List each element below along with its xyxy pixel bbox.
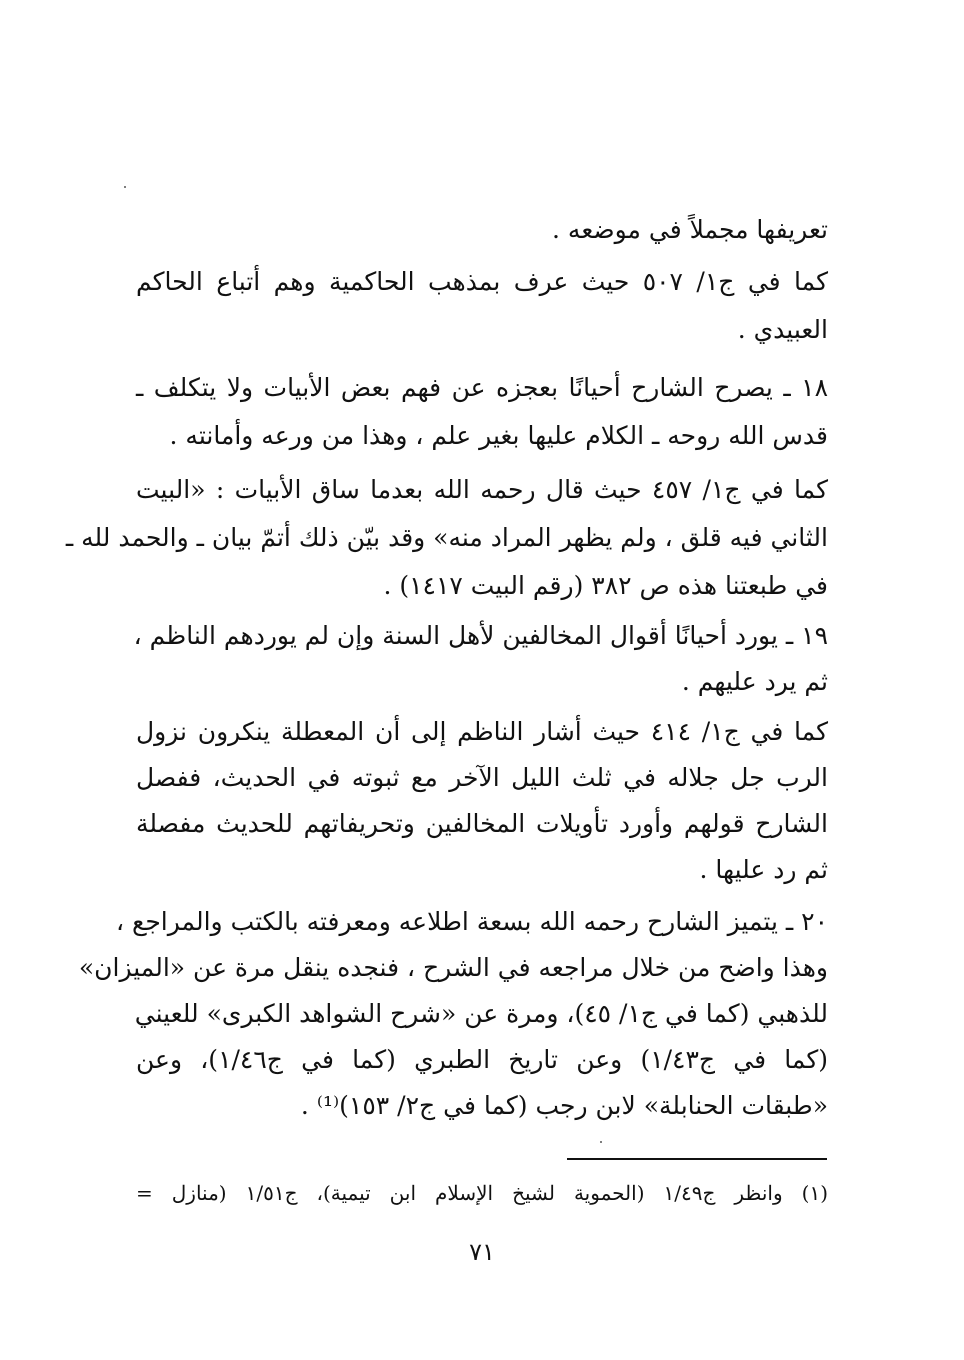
text-line: تعريفها مجملاً في موضعه . [552,215,828,244]
text-line: ١٨ ـ يصرح الشارح أحيانًا بعجزه عن فهم بعض الأبيات ولا يتكلف ـ [136,373,828,402]
text-line: قدس الله روحه ـ الكلام عليها بغير علم ، وهذا من ورعه وأمانته . [169,421,828,450]
page-number: ٧١ [469,1238,495,1266]
text-line: «طبقات الحنابلة» لابن رجب (كما في ج٢/ ١٥٣)⁽¹⁾ . [300,1091,828,1120]
text-line: (كما في ج١/٤٣) وعن تاريخ الطبري (كما في ج١/٤٦)، وعن [136,1045,828,1074]
text-line: وهذا واضح من خلال مراجعه في الشرح ، فنجده ينقل مرة عن «الميزان» [78,953,828,982]
text-line: كما في ج١/ ٤٥٧ حيث قال رحمه الله بعدما ساق الأبيات : «البيت [136,475,829,504]
text-line: للذهبي (كما في ج١/ ٤٥)، ومرة عن «شرح الشواهد الكبرى» للعيني [134,999,828,1028]
footnote: (١) وانظر ج١/٤٩ (الحموية لشيخ الإسلام ابن تيمية)، ج١/٥١ (منازل = [136,1181,828,1205]
text-line: ١٩ ـ يورد أحيانًا أقوال المخالفين لأهل السنة وإن لم يوردهم الناظم ، [133,621,828,650]
text-line: الشارح قولهم وأورد تأويلات المخالفين وتحريفاتهم للحديث مفصلة [136,809,828,838]
text-line: ثم رد عليها . [699,855,828,884]
text-line: ٢٠ ـ يتميز الشارح رحمه الله بسعة اطلاعه ومعرفته بالكتب والمراجع ، [116,907,828,936]
text-line: كما في ج١/ ٥٠٧ حيث عرف بمذهب الحاكمية وهم أتباع الحاكم [136,267,829,296]
footnote-separator [567,1158,827,1160]
text-line: في طبعتنا هذه ص ٣٨٢ (رقم البيت ١٤١٧) . [383,571,828,600]
scan-speck [124,186,126,188]
text-line: العبيدي . [737,315,828,344]
text-line: الثاني فيه قلق ، ولم يظهر المراد منه» وقد بيّن ذلك أتمّ بيان ـ والحمد لله ـ [65,523,828,552]
text-line: الرب جل جلاله في ثلث الليل الآخر مع ثبوته في الحديث، ففصل [136,763,828,792]
text-line: ثم يرد عليهم . [681,667,828,696]
text-line: كما في ج١/ ٤١٤ حيث أشار الناظم إلى أن المعطلة ينكرون نزول [136,717,828,746]
scan-speck [600,1141,602,1143]
